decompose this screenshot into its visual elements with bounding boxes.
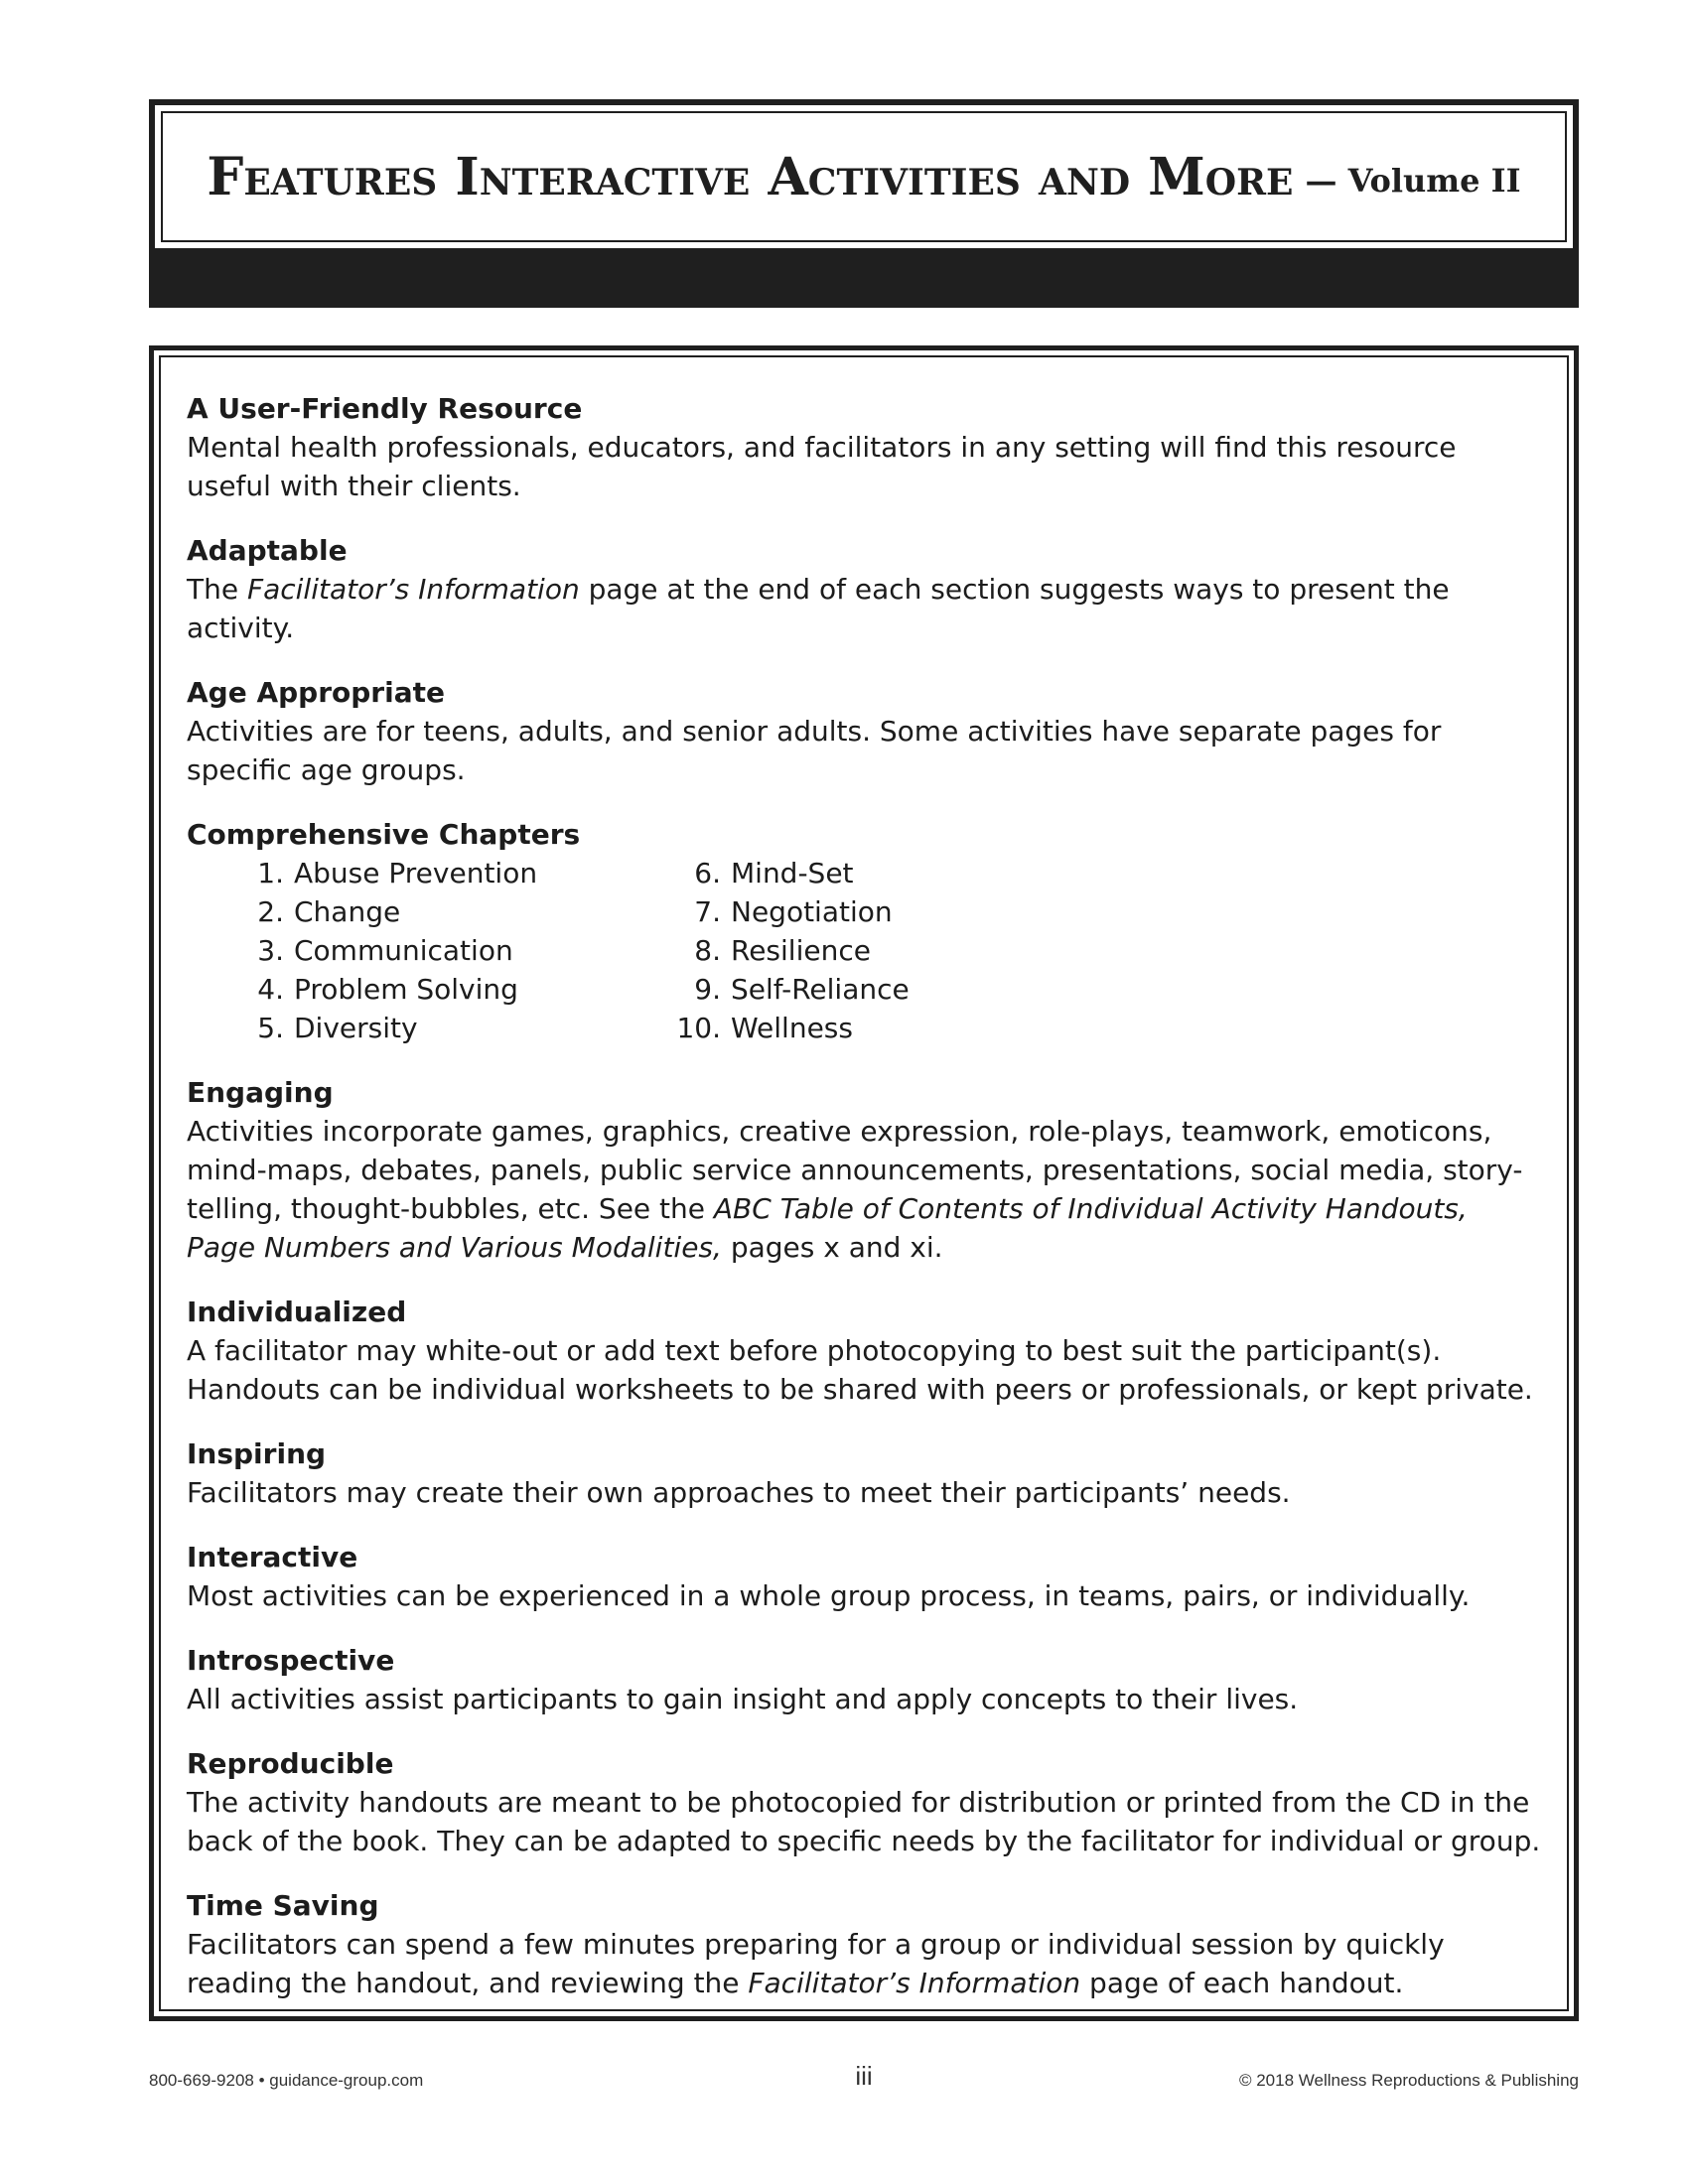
page-title: Features Interactive Activities and More — [207, 146, 1294, 207]
chapter-item — [234, 931, 671, 970]
chapter-name: Change — [294, 895, 401, 928]
section-heading: Interactive — [187, 1541, 358, 1573]
chapter-item — [234, 892, 671, 931]
section-body: Facilitators may create their own approaches to meet their participants’ needs. — [187, 1476, 1291, 1509]
section-reproducible — [187, 1744, 1541, 1860]
chapter-name: Abuse Prevention — [294, 857, 538, 889]
chapter-item — [234, 854, 671, 892]
section-engaging — [187, 1073, 1541, 1267]
body-text-part: page of each handout. — [1080, 1967, 1404, 1999]
chapter-list — [187, 854, 1541, 1047]
chapter-name: Problem Solving — [294, 973, 518, 1006]
chapter-item — [671, 892, 1108, 931]
footer-contact: 800-669-9208 • guidance-group.com — [149, 2071, 424, 2090]
section-body: Most activities can be experienced in a whole group process, in teams, pairs, or individually. — [187, 1579, 1471, 1612]
section-individualized — [187, 1293, 1541, 1409]
body-text-part: page at the end of each section suggests ways to present the activity. — [187, 573, 1450, 644]
chapter-name: Resilience — [731, 934, 871, 967]
chapter-number: 2. — [257, 895, 284, 928]
volume-label: — Volume II — [1305, 162, 1521, 200]
chapter-number: 6. — [694, 857, 721, 889]
section-heading: A User-Friendly Resource — [187, 392, 583, 425]
section-body: The activity handouts are meant to be photocopied for distribution or printed from the CD in the back of the book. They can be adapted to specific needs by the facilitator for individual or group. — [187, 1786, 1541, 1857]
title-inner-frame — [161, 111, 1567, 242]
body-text-part: Facilitators can spend a few minutes preparing for a group or individual session by quickly reading the handout, and reviewing the — [187, 1928, 1445, 1999]
title-underbar — [149, 254, 1579, 308]
section-heading: Individualized — [187, 1296, 407, 1328]
chapter-number: 1. — [257, 857, 284, 889]
chapter-name: Wellness — [731, 1012, 853, 1044]
section-interactive — [187, 1538, 1541, 1615]
footer-copyright: © 2018 Wellness Reproductions & Publishing — [1238, 2071, 1579, 2090]
chapter-name: Diversity — [294, 1012, 418, 1044]
section-heading: Introspective — [187, 1644, 395, 1677]
content-inner-frame — [159, 355, 1569, 2011]
chapter-name: Negotiation — [731, 895, 893, 928]
section-body — [187, 1925, 1541, 2002]
section-age-appropriate — [187, 673, 1541, 789]
chapter-name: Communication — [294, 934, 513, 967]
chapter-number: 7. — [694, 895, 721, 928]
chapter-item — [671, 1009, 1108, 1047]
section-chapters — [187, 815, 1541, 1047]
section-heading: Reproducible — [187, 1747, 394, 1780]
section-body-line: Handouts can be individual worksheets to be shared with peers or professionals, or kept private. — [187, 1373, 1533, 1406]
chapter-number: 8. — [694, 934, 721, 967]
section-heading: Age Appropriate — [187, 676, 445, 709]
chapter-item — [671, 931, 1108, 970]
chapter-number: 4. — [257, 973, 284, 1006]
section-body: Activities are for teens, adults, and senior adults. Some activities have separate pages for specific age groups. — [187, 715, 1442, 786]
section-body: All activities assist participants to gain insight and apply concepts to their lives. — [187, 1683, 1299, 1715]
section-time-saving — [187, 1886, 1541, 2002]
page-number: iii — [855, 2061, 873, 2091]
chapter-name: Mind-Set — [731, 857, 854, 889]
section-heading: Adaptable — [187, 534, 348, 567]
body-text-part: Activities incorporate games, graphics, creative expression, role-plays, teamwork, emoticons, mind-maps, debates, panels, public service announcements, presentations, social media, story-telling, thought-bubbles, etc. See the — [187, 1115, 1523, 1225]
section-heading: Comprehensive Chapters — [187, 818, 581, 851]
chapter-item — [234, 1009, 671, 1047]
section-body-line: A facilitator may white-out or add text before photocopying to best suit the participant(s). — [187, 1334, 1442, 1367]
chapter-number: 9. — [694, 973, 721, 1006]
body-text-part: pages x and xi. — [721, 1231, 943, 1264]
chapter-name: Self-Reliance — [731, 973, 910, 1006]
section-introspective — [187, 1641, 1541, 1718]
chapter-item — [234, 970, 671, 1009]
section-heading: Engaging — [187, 1076, 334, 1109]
chapter-number: 5. — [257, 1012, 284, 1044]
section-adaptable — [187, 531, 1541, 647]
title-box — [149, 99, 1579, 254]
section-heading: Time Saving — [187, 1889, 379, 1922]
chapter-item — [671, 854, 1108, 892]
section-inspiring — [187, 1434, 1541, 1512]
body-italic-term: Facilitator’s Information — [246, 573, 580, 606]
body-italic-term: ABC Table of Contents of Individual Activity Handouts, Page Numbers and Various Modalities, — [187, 1192, 1468, 1264]
body-italic-term: Facilitator’s Information — [748, 1967, 1081, 1999]
section-body — [187, 570, 1541, 647]
section-body — [187, 1112, 1541, 1267]
body-text-part: The — [187, 573, 247, 606]
section-body: Mental health professionals, educators, and facilitators in any setting will find this resource useful with their clients. — [187, 431, 1457, 502]
chapter-number: 3. — [257, 934, 284, 967]
chapter-number: 10. — [676, 1012, 721, 1044]
chapter-item — [671, 970, 1108, 1009]
section-user-friendly — [187, 389, 1541, 505]
section-heading: Inspiring — [187, 1437, 327, 1470]
content-box — [149, 345, 1579, 2021]
